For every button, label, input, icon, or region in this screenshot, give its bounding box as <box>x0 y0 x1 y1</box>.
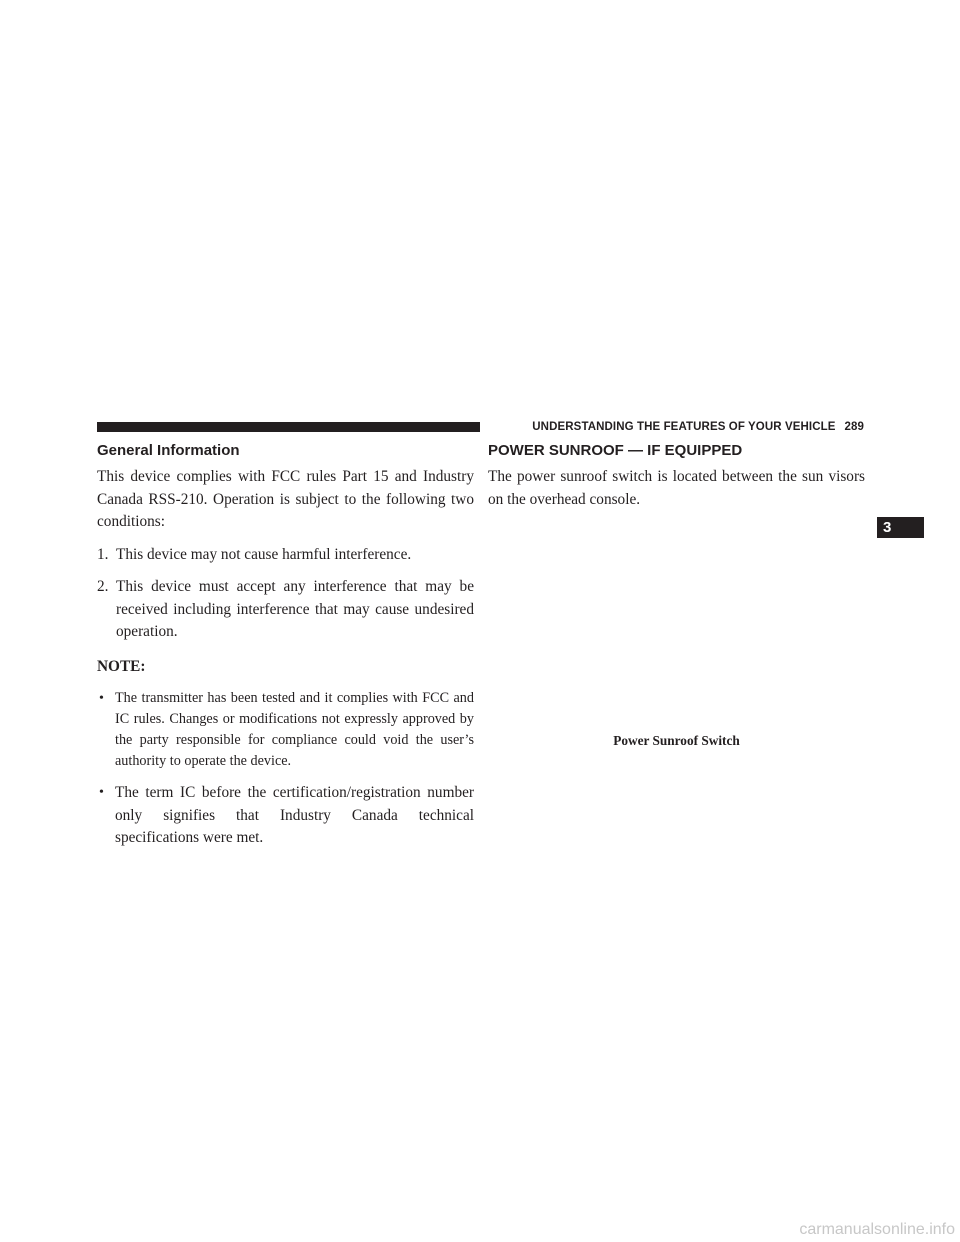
right-column <box>488 466 865 511</box>
chapter-tab: 3 <box>877 517 924 538</box>
general-information-heading: General Information <box>97 442 240 459</box>
bullet-text: The transmitter has been tested and it complies with FCC and IC rules. Changes or modifications not expressly approved by the party responsible for compliance could void the user’s authority to operate the device. <box>115 690 474 769</box>
power-sunroof-heading: POWER SUNROOF — IF EQUIPPED <box>488 442 743 459</box>
footer-watermark: carmanualsonline.info <box>799 1221 955 1238</box>
list-item <box>97 576 474 644</box>
figure-caption: Power Sunroof Switch <box>613 733 740 748</box>
list-number: 2. <box>97 578 109 595</box>
list-text: This device must accept any interference that may be received including interference that may cause undesired operation. <box>116 578 474 640</box>
left-column <box>97 466 474 850</box>
note-label: NOTE: <box>97 657 146 675</box>
list-number: 1. <box>97 545 109 563</box>
page-number: 289 <box>844 421 864 433</box>
header-rule <box>97 422 480 432</box>
intro-paragraph: This device complies with FCC rules Part 15 and Industry Canada RSS-210. Operation is subject to the following two conditions: <box>97 468 474 530</box>
bullet-text: The term IC before the certification/registration number only signifies that Industry Canada technical specifications were met. <box>115 784 474 846</box>
list-text: This device may not cause harmful interference. <box>116 545 412 563</box>
bullet-icon: • <box>99 785 104 800</box>
list-item <box>97 688 474 772</box>
list-item <box>97 544 474 567</box>
running-header <box>508 419 864 435</box>
list-item <box>97 782 474 850</box>
bullet-icon: • <box>99 691 104 706</box>
sunroof-paragraph: The power sunroof switch is located between the sun visors on the overhead console. <box>488 468 865 508</box>
section-title: UNDERSTANDING THE FEATURES OF YOUR VEHICLE <box>532 421 836 433</box>
